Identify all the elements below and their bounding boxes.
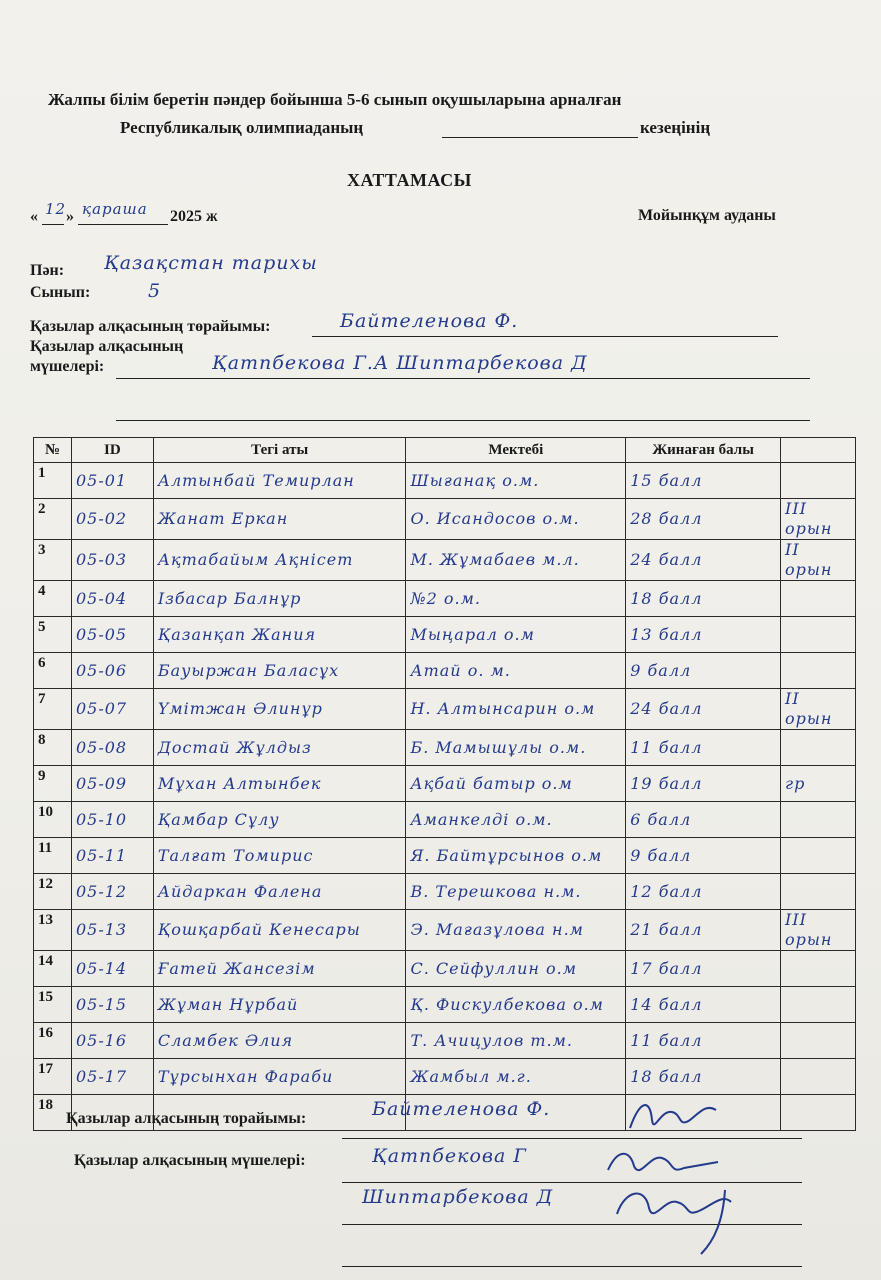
cell-name-text: Ізбасар Балнұр — [157, 588, 302, 608]
cell-school — [406, 463, 626, 499]
cell-id — [71, 653, 153, 689]
cell-score-text: 28 балл — [630, 509, 703, 528]
table-row — [34, 617, 856, 653]
cell-name-text: Ғатей Жансезім — [157, 958, 316, 978]
cell-name-text: Тұрсынхан Фараби — [157, 1066, 334, 1086]
cell-id-text: 05-09 — [75, 773, 128, 793]
date-open-quote: « — [30, 208, 38, 225]
cell-name-text: Жұман Нұрбай — [157, 994, 299, 1014]
grade-label: Сынып: — [30, 284, 91, 301]
table-row — [34, 499, 856, 540]
district-label: Мойынқұм ауданы — [638, 207, 776, 224]
cell-no: 4 — [34, 581, 72, 617]
cell-score-text: 11 балл — [630, 1030, 703, 1050]
cell-note — [781, 730, 856, 766]
cell-no: 7 — [34, 689, 72, 730]
cell-school-text: Қ. Фискулбекова о.м — [410, 994, 604, 1014]
cell-school — [406, 987, 626, 1023]
jury-chair-value: Байтеленова Ф. — [340, 310, 519, 332]
cell-school-text: М. Жұмабаев м.л. — [410, 550, 580, 569]
cell-no: 1 — [34, 463, 72, 499]
cell-id — [71, 874, 153, 910]
cell-score — [626, 730, 781, 766]
cell-name-text: Бауыржан Баласұх — [157, 660, 340, 680]
cell-id-text: 05-08 — [75, 737, 128, 757]
cell-school — [406, 581, 626, 617]
cell-note — [781, 689, 856, 730]
cell-score-text: 18 балл — [630, 588, 703, 608]
cell-score-text: 21 балл — [630, 920, 703, 939]
table-row — [34, 689, 856, 730]
cell-score — [626, 463, 781, 499]
cell-school-text: О. Исандосов о.м. — [410, 509, 580, 528]
cell-no: 10 — [34, 802, 72, 838]
cell-no: 6 — [34, 653, 72, 689]
cell-school — [406, 653, 626, 689]
cell-score-text: 9 балл — [630, 660, 692, 680]
cell-score — [626, 766, 781, 802]
cell-score — [626, 987, 781, 1023]
cell-score — [626, 951, 781, 987]
cell-note — [781, 874, 856, 910]
cell-note — [781, 1059, 856, 1095]
cell-score-text: 14 балл — [630, 994, 703, 1014]
cell-score — [626, 802, 781, 838]
cell-name — [153, 463, 406, 499]
cell-name-text: Ақтабайым Ақнісет — [157, 550, 354, 569]
date-month: қараша — [82, 200, 148, 218]
cell-school-text: Атай о. м. — [410, 660, 511, 680]
cell-name — [153, 499, 406, 540]
cell-note — [781, 766, 856, 802]
cell-school-text: Шығанақ о.м. — [410, 470, 540, 490]
cell-name — [153, 653, 406, 689]
cell-score — [626, 1023, 781, 1059]
cell-id — [71, 689, 153, 730]
cell-name-text: Талғат Томирис — [157, 845, 314, 865]
cell-id-text: 05-14 — [75, 958, 128, 978]
cell-name-text: Айдаркан Фалена — [157, 881, 323, 901]
table-row — [34, 766, 856, 802]
cell-note-text: III орын — [785, 499, 833, 538]
cell-id-text: 05-12 — [75, 881, 128, 901]
cell-no: 18 — [34, 1095, 72, 1131]
table-row — [34, 463, 856, 499]
cell-note-text: гр — [785, 773, 806, 793]
cell-name-text: Жанат Еркан — [157, 509, 289, 528]
table-header-row — [34, 438, 856, 463]
header-id: ID — [71, 438, 153, 463]
cell-school-text: №2 о.м. — [410, 588, 481, 608]
table-row — [34, 910, 856, 951]
cell-id — [71, 987, 153, 1023]
cell-score-text: 15 балл — [630, 470, 703, 490]
cell-score-text: 9 балл — [630, 845, 692, 865]
cell-id-text: 05-06 — [75, 660, 128, 680]
cell-no: 15 — [34, 987, 72, 1023]
cell-school — [406, 499, 626, 540]
cell-id — [71, 540, 153, 581]
cell-score-text: 19 балл — [630, 773, 703, 793]
document-title: ХАТТАМАСЫ — [347, 170, 472, 190]
cell-note — [781, 910, 856, 951]
cell-id-text: 05-02 — [75, 509, 128, 528]
cell-score — [626, 499, 781, 540]
jury-chair-label: Қазылар алқасының төрайымы: — [30, 318, 271, 335]
footer-chair-value: Байтеленова Ф. — [372, 1098, 551, 1120]
jury-members-line-2 — [116, 402, 810, 421]
cell-name-text: Қазанқап Жания — [157, 624, 317, 644]
cell-name — [153, 689, 406, 730]
header-school: Мектебі — [406, 438, 626, 463]
cell-note — [781, 987, 856, 1023]
cell-note — [781, 802, 856, 838]
cell-name — [153, 617, 406, 653]
cell-score-text: 18 балл — [630, 1066, 703, 1086]
cell-name — [153, 581, 406, 617]
cell-school-text: Н. Алтынсарин о.м — [410, 699, 596, 718]
grade-value: 5 — [148, 280, 162, 302]
cell-school-text: Мыңарал о.м — [410, 624, 535, 644]
cell-score-text: 13 балл — [630, 624, 703, 644]
cell-score — [626, 617, 781, 653]
cell-school — [406, 540, 626, 581]
footer-member1: Қатпбекова Г — [372, 1145, 527, 1167]
cell-name-text: Мұхан Алтынбек — [157, 773, 322, 793]
cell-name-text: Сламбек Әлия — [157, 1030, 294, 1050]
cell-note — [781, 540, 856, 581]
cell-score — [626, 689, 781, 730]
cell-score-text: 6 балл — [630, 809, 692, 829]
cell-name — [153, 540, 406, 581]
cell-name-text: Алтынбай Темирлан — [157, 470, 355, 490]
cell-score-text: 24 балл — [630, 550, 703, 569]
cell-no: 17 — [34, 1059, 72, 1095]
cell-id-text: 05-11 — [75, 845, 128, 865]
cell-score-text: 24 балл — [630, 699, 703, 718]
cell-school — [406, 951, 626, 987]
table-row — [34, 730, 856, 766]
table-row — [34, 874, 856, 910]
header-score: Жинаған балы — [626, 438, 781, 463]
date-close-quote: » — [66, 208, 74, 225]
footer-chair-label: Қазылар алқасының торайымы: — [66, 1110, 307, 1127]
cell-no: 14 — [34, 951, 72, 987]
cell-id-text: 05-17 — [75, 1066, 128, 1086]
header-no: № — [34, 438, 72, 463]
date-year: 2025 ж — [170, 208, 218, 225]
cell-school — [406, 617, 626, 653]
date-day: 12 — [45, 200, 67, 218]
cell-id-text: 05-04 — [75, 588, 128, 608]
cell-name — [153, 802, 406, 838]
cell-note — [781, 499, 856, 540]
jury-members-label-2: мүшелері: — [30, 358, 105, 375]
cell-id — [71, 766, 153, 802]
footer-members-label: Қазылар алқасының мүшелері: — [74, 1152, 306, 1169]
cell-id-text: 05-13 — [75, 920, 128, 939]
cell-name — [153, 730, 406, 766]
cell-id-text: 05-15 — [75, 994, 128, 1014]
cell-note — [781, 653, 856, 689]
cell-school — [406, 838, 626, 874]
cell-id-text: 05-10 — [75, 809, 128, 829]
cell-school — [406, 730, 626, 766]
header-line-2-left: Республикалық олимпиаданың — [120, 118, 364, 137]
cell-id — [71, 463, 153, 499]
cell-no: 3 — [34, 540, 72, 581]
cell-score — [626, 653, 781, 689]
cell-note — [781, 463, 856, 499]
cell-school — [406, 766, 626, 802]
footer-chair-line — [342, 1120, 802, 1139]
cell-id — [71, 951, 153, 987]
header-name: Тегі аты — [153, 438, 406, 463]
cell-id-text: 05-03 — [75, 550, 128, 569]
cell-school-text: Б. Мамышұлы о.м. — [410, 737, 587, 757]
cell-name — [153, 951, 406, 987]
subject-value: Қазақстан тарихы — [104, 252, 318, 274]
member1-signature-icon — [600, 1140, 730, 1185]
cell-note-text: III орын — [785, 910, 833, 949]
cell-name — [153, 910, 406, 951]
results-table — [33, 437, 856, 1131]
cell-id — [71, 910, 153, 951]
jury-members-value: Қатпбекова Г.А Шиптарбекова Д — [212, 352, 588, 374]
cell-name-text: Қошқарбай Кенесары — [157, 920, 361, 939]
cell-no: 16 — [34, 1023, 72, 1059]
cell-name — [153, 766, 406, 802]
cell-note — [781, 1023, 856, 1059]
cell-school — [406, 1023, 626, 1059]
header-line-1: Жалпы білім беретін пәндер бойынша 5-6 сынып оқушыларына арналған — [48, 90, 622, 109]
subject-label: Пән: — [30, 262, 65, 279]
cell-score-text: 17 балл — [630, 958, 703, 978]
cell-id-text: 05-05 — [75, 624, 128, 644]
header-note — [781, 438, 856, 463]
cell-id — [71, 581, 153, 617]
cell-school-text: Э. Мағазұлова н.м — [410, 920, 584, 939]
cell-note — [781, 838, 856, 874]
cell-note — [781, 581, 856, 617]
cell-id — [71, 499, 153, 540]
cell-score-text: 11 балл — [630, 737, 703, 757]
cell-note-text: II орын — [785, 540, 833, 579]
table-row — [34, 838, 856, 874]
header-line-2-right: кезеңінің — [640, 118, 711, 137]
jury-members-label-1: Қазылар алқасының — [30, 338, 184, 355]
cell-id-text: 05-07 — [75, 699, 128, 718]
cell-no: 9 — [34, 766, 72, 802]
cell-id-text: 05-01 — [75, 470, 128, 490]
cell-school — [406, 910, 626, 951]
stage-blank-line — [442, 119, 638, 138]
cell-score — [626, 838, 781, 874]
table-row — [34, 802, 856, 838]
cell-score — [626, 874, 781, 910]
cell-id — [71, 1023, 153, 1059]
cell-name — [153, 1023, 406, 1059]
cell-score — [626, 540, 781, 581]
cell-note — [781, 617, 856, 653]
cell-id-text: 05-16 — [75, 1030, 128, 1050]
member2-signature-icon — [605, 1180, 755, 1260]
cell-school — [406, 689, 626, 730]
cell-school-text: Аманкелді о.м. — [410, 809, 553, 829]
cell-name — [153, 987, 406, 1023]
table-row — [34, 951, 856, 987]
cell-school — [406, 1059, 626, 1095]
table-row — [34, 581, 856, 617]
cell-no: 12 — [34, 874, 72, 910]
cell-note-text: II орын — [785, 689, 833, 728]
table-row — [34, 1023, 856, 1059]
cell-school-text: Ақбай батыр о.м — [410, 773, 573, 793]
footer-member2: Шиптарбекова Д — [362, 1186, 554, 1208]
cell-name — [153, 1059, 406, 1095]
cell-name-text: Үмітжан Әлинұр — [157, 699, 323, 718]
cell-name — [153, 874, 406, 910]
cell-school — [406, 874, 626, 910]
cell-no: 8 — [34, 730, 72, 766]
cell-school-text: Жамбыл м.г. — [410, 1066, 532, 1086]
chair-signature-icon — [620, 1090, 730, 1140]
cell-note — [781, 951, 856, 987]
cell-id — [71, 617, 153, 653]
table-row — [34, 1059, 856, 1095]
cell-no: 13 — [34, 910, 72, 951]
cell-id — [71, 838, 153, 874]
table-row — [34, 653, 856, 689]
cell-id — [71, 802, 153, 838]
cell-school-text: В. Терешкова н.м. — [410, 881, 582, 901]
cell-school-text: Я. Байтұрсынов о.м — [410, 845, 603, 865]
cell-id — [71, 730, 153, 766]
cell-school — [406, 802, 626, 838]
cell-no: 2 — [34, 499, 72, 540]
cell-id — [71, 1059, 153, 1095]
cell-name — [153, 838, 406, 874]
cell-name-text: Достай Жұлдыз — [157, 737, 312, 757]
cell-score — [626, 910, 781, 951]
table-row — [34, 987, 856, 1023]
cell-no: 5 — [34, 617, 72, 653]
cell-score — [626, 581, 781, 617]
cell-school-text: С. Сейфуллин о.м — [410, 958, 577, 978]
table-row — [34, 540, 856, 581]
cell-school-text: Т. Ачицулов т.м. — [410, 1030, 573, 1050]
cell-score-text: 12 балл — [630, 881, 703, 901]
cell-no: 11 — [34, 838, 72, 874]
cell-name-text: Қамбар Сұлу — [157, 809, 280, 829]
